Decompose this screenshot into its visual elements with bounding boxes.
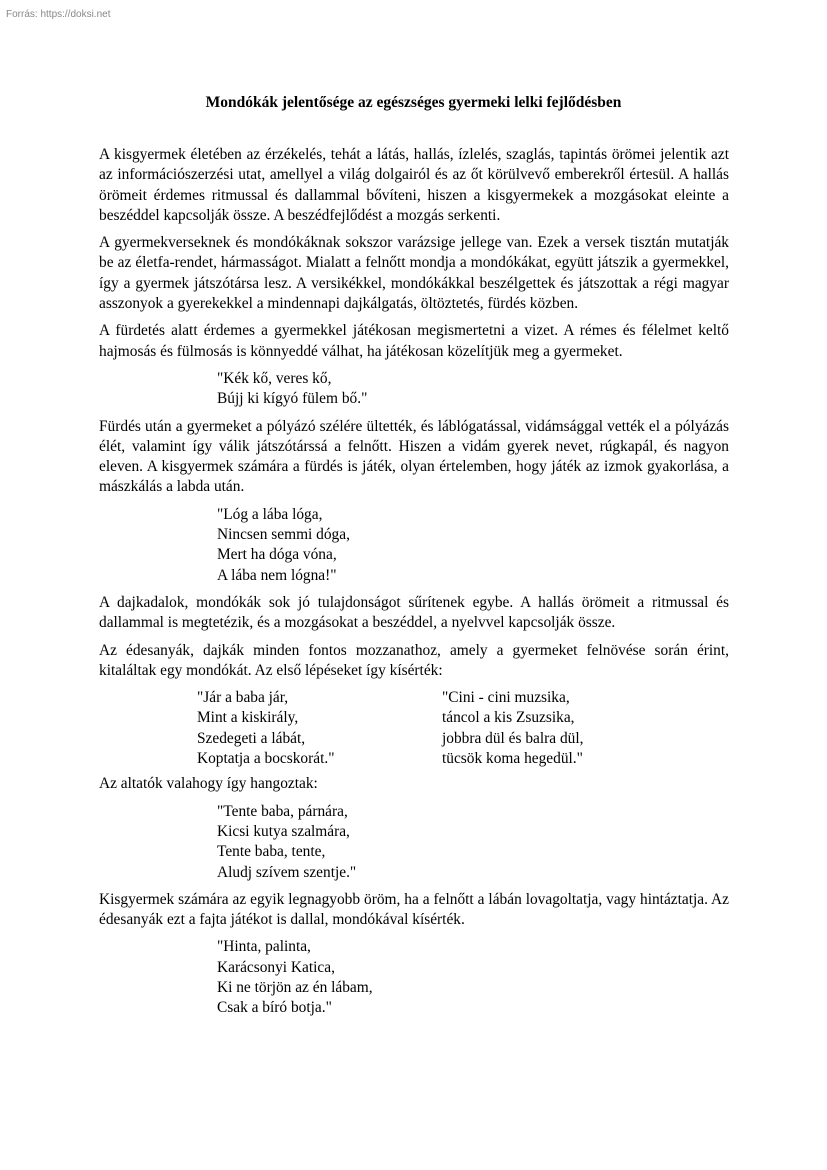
paragraph-5: A dajkadalok, mondókák sok jó tulajdonságot sűrítenek egybe. A hallás örömeit a ritmussal és dallammal is megtetézik, és a mozgásokat a beszéddel, a nyelvvel kapcsolják össze. — [99, 593, 729, 632]
paragraph-8: Kisgyermek számára az egyik legnagyobb öröm, ha a felnőtt a lábán lovagoltatja, vagy hintáztatja. Az édesanyák ezt a fajta játékot is dallal, mondókával kísérték. — [99, 890, 729, 929]
paragraph-4: Fürdés után a gyermeket a pólyázó szélére ültették, és láblógatással, vidámsággal vették el a pólyázás élét, valamint így válik játszótárssá a felnőtt. Hiszen a vidám gyerek nevet, rúgkapál, és nagyon eleven. A kisgyermek számára a fürdés is játék, olyan értelemben, hogy játék az izmok gyakorlása, a mászkálás a labda után. — [99, 417, 729, 496]
poem-line: tücsök koma hegedül." — [442, 750, 583, 768]
poem-line: "Tente baba, párnára, — [217, 802, 348, 820]
poem-line: Nincsen semmi dóga, — [217, 526, 350, 544]
poem-line: Mert ha dóga vóna, — [217, 546, 337, 564]
poem-line: "Lóg a lába lóga, — [217, 505, 323, 523]
poem-pair — [197, 688, 729, 769]
poem-hinta-palinta — [217, 937, 729, 1018]
poem-line: táncol a kis Zsuzsika, — [442, 709, 575, 727]
poem-line: Aludj szívem szentje." — [217, 863, 357, 881]
poem-jar-a-baba — [197, 688, 442, 769]
poem-line: Mint a kiskirály, — [197, 709, 299, 727]
poem-line: Bújj ki kígyó fülem bő." — [217, 390, 368, 408]
poem-line: A lába nem lógna!" — [217, 566, 337, 584]
page-title: Mondókák jelentősége az egészséges gyermeki lelki fejlődésben — [205, 94, 622, 111]
document-body — [99, 145, 729, 1026]
poem-line: "Jár a baba jár, — [197, 689, 289, 707]
paragraph-6: Az édesanyák, dajkák minden fontos mozzanathoz, amely a gyermeket felnövése során érint, kitaláltak egy mondókát. Az első lépéseket így kísérték: — [99, 641, 729, 679]
poem-line: Kicsi kutya szalmára, — [217, 822, 350, 840]
poem-log-a-laba — [217, 505, 729, 586]
source-note: Forrás: https://doksi.net — [6, 9, 111, 20]
poem-tente-baba — [217, 802, 729, 883]
poem-line: Koptatja a bocskorát." — [197, 750, 335, 768]
paragraph-7: Az altatók valahogy így hangoztak: — [99, 775, 318, 793]
poem-line: "Cini - cini muzsika, — [442, 689, 570, 707]
paragraph-1: A kisgyermek életében az érzékelés, tehát a látás, hallás, ízlelés, szaglás, tapintás örömei jelentik azt az információszerzési utat, amellyel a világ dolgairól és az őt körülvevő emberekről értesül. A hallás örömeit érdemes ritmussal és dallammal bővíteni, hiszen a kisgyermekek a mozgásokat eleinte a beszéddel kapcsolják össze. A beszédfejlődést a mozgás serkenti. — [99, 146, 729, 224]
paragraph-3: A fürdetés alatt érdemes a gyermekkel játékosan megismertetni a vizet. A rémes és félelmet keltő hajmosás és fülmosás is könnyeddé válhat, ha játékosan közelítjük meg a gyermeket. — [99, 322, 729, 360]
poem-line: Ki ne törjön az én lábam, — [217, 978, 373, 996]
poem-line: jobbra dül és balra dül, — [442, 729, 584, 747]
poem-cini-cini — [442, 688, 583, 769]
poem-line: Karácsonyi Katica, — [217, 958, 335, 976]
poem-line: "Hinta, palinta, — [217, 938, 311, 956]
poem-kek-ko — [217, 369, 729, 410]
paragraph-2: A gyermekverseknek és mondókáknak sokszor varázsige jellege van. Ezek a versek tisztán mutatják be az életfa-rendet, hármasságot. Mialatt a felnőtt mondja a mondókákat, együtt játszik a gyermekkel, így a gyermek játszótársa lesz. A versikékkel, mondókákkal beszélgettek és játszottak a régi magyar asszonyok a gyerekekkel a mindennapi dajkálgatás, öltöztetés, fürdés közben. — [99, 234, 729, 313]
poem-line: Csak a bíró botja." — [217, 999, 332, 1017]
poem-line: Tente baba, tente, — [217, 843, 326, 861]
poem-line: "Kék kő, veres kő, — [217, 369, 332, 387]
poem-line: Szedegeti a lábát, — [197, 729, 306, 747]
